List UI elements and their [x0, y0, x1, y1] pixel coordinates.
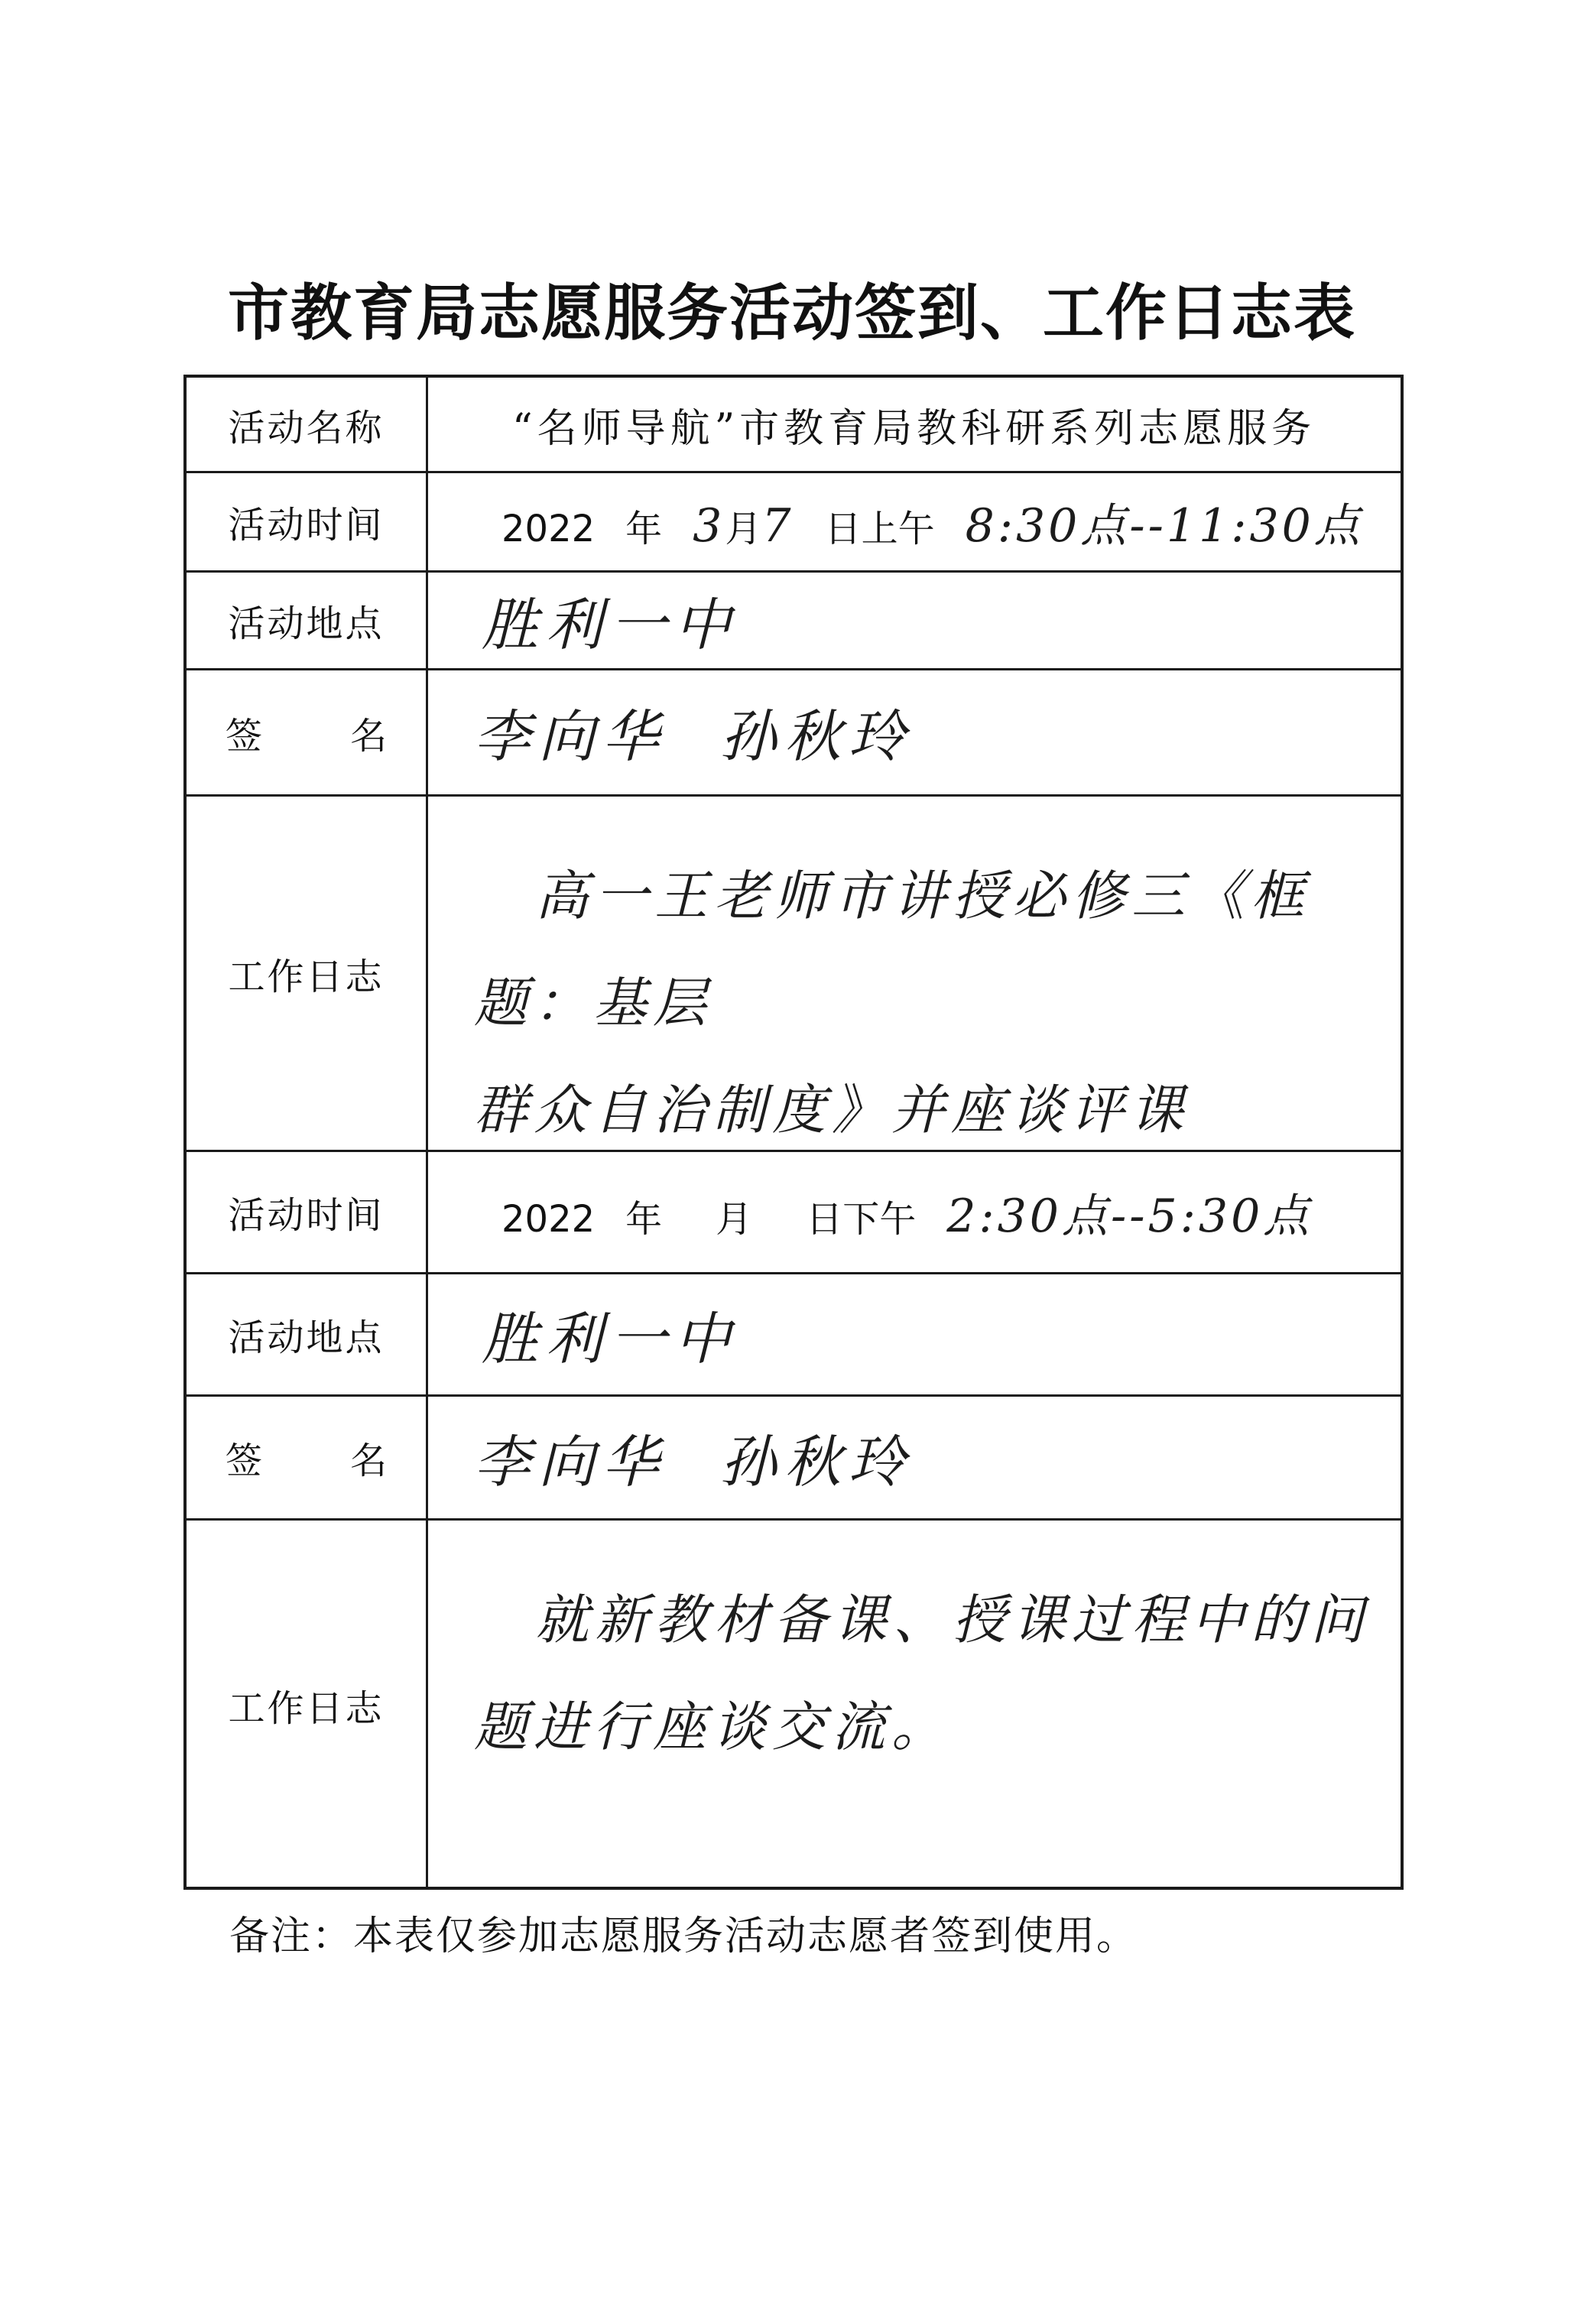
work-log-2-line-2: 题进行座谈交流。 — [474, 1696, 951, 1758]
day-1: 7 — [761, 498, 794, 553]
footnote: 备注：本表仅参加志愿服务活动志愿者签到使用。 — [229, 1913, 1138, 1959]
label-activity-place-1: 活动地点 — [187, 573, 428, 668]
label-work-log-2: 工作日志 — [187, 1521, 428, 1890]
end-time-1: 11:30点 — [1166, 498, 1363, 553]
day-unit-2: 日 — [806, 1197, 843, 1241]
dash-1: -- — [1129, 498, 1167, 553]
value-work-log-1 — [428, 797, 1401, 1150]
row-activity-place-1 — [187, 573, 1401, 670]
work-log-1-line-1 — [474, 842, 1370, 1057]
label-signature-2: 签 名 — [187, 1397, 428, 1518]
value-activity-time-2 — [428, 1152, 1401, 1272]
label-activity-time-2: 活动时间 — [187, 1152, 428, 1272]
month-1: 3 — [693, 498, 725, 553]
row-signature-2 — [187, 1397, 1401, 1521]
signer-2b: 孙秋玲 — [720, 1429, 913, 1495]
dash-2: -- — [1110, 1189, 1148, 1243]
row-activity-name — [187, 378, 1401, 473]
period-2: 下午 — [842, 1197, 917, 1241]
row-work-log-1 — [187, 797, 1401, 1152]
place-1: 胜利一中 — [482, 592, 738, 658]
value-activity-place-1 — [428, 573, 1401, 668]
year-1: 2022 — [501, 507, 596, 550]
value-activity-time-1 — [428, 473, 1401, 570]
activity-name-text: “名师导航”市教育局教科研系列志愿服务 — [512, 405, 1316, 452]
row-activity-time-2 — [187, 1152, 1401, 1274]
work-log-text-2 — [474, 1566, 1370, 1780]
signer-1a: 李向华 — [474, 704, 667, 770]
row-signature-1 — [187, 670, 1401, 797]
year-unit-1: 年 — [625, 507, 663, 550]
label-activity-place-2: 活动地点 — [187, 1274, 428, 1394]
month-unit-2: 月 — [716, 1197, 753, 1241]
row-activity-time-1 — [187, 473, 1401, 573]
label-activity-name: 活动名称 — [187, 378, 428, 471]
value-activity-place-2 — [428, 1274, 1401, 1394]
label-work-log-1: 工作日志 — [187, 797, 428, 1150]
place-2: 胜利一中 — [482, 1306, 738, 1372]
work-log-1-line-2: 群众自治制度》并座谈评课 — [474, 1079, 1190, 1141]
time-line-2 — [428, 1180, 1312, 1245]
day-unit-1: 日 — [824, 507, 862, 550]
label-signature-1: 签 名 — [187, 670, 428, 794]
work-log-text-1 — [474, 842, 1370, 1164]
label-activity-time-1: 活动时间 — [187, 473, 428, 570]
start-time-1: 8:30点 — [965, 498, 1130, 553]
row-activity-place-2 — [187, 1274, 1401, 1397]
signer-1b: 孙秋玲 — [720, 704, 913, 770]
month-unit-1: 月 — [725, 507, 762, 550]
form-title: 市教育局志愿服务活动签到、工作日志表 — [228, 277, 1356, 349]
value-signature-1 — [428, 670, 1401, 794]
start-time-2: 2:30点 — [946, 1189, 1111, 1243]
value-activity-name — [428, 378, 1401, 471]
work-log-1-line-1-text: 高一王老师市讲授必修三《框题：基层 — [474, 865, 1310, 1034]
work-log-2-line-1-text: 就新教材备课、授课过程中的问 — [535, 1589, 1370, 1651]
sign-in-log-table — [183, 375, 1404, 1890]
time-line-1 — [428, 489, 1363, 555]
end-time-2: 5:30点 — [1147, 1189, 1313, 1243]
signer-2a: 李向华 — [474, 1429, 667, 1495]
period-1: 上午 — [861, 507, 935, 550]
value-signature-2 — [428, 1397, 1401, 1518]
work-log-2-line-1 — [474, 1566, 1370, 1673]
year-unit-2: 年 — [625, 1197, 663, 1241]
year-2: 2022 — [501, 1197, 596, 1241]
row-work-log-2 — [187, 1521, 1401, 1890]
value-work-log-2 — [428, 1521, 1401, 1890]
